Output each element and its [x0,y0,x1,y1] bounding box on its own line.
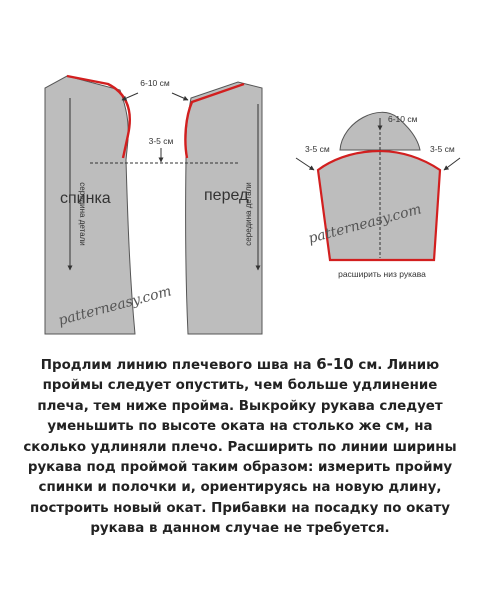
armhole-drop-label: 3-5 см [148,136,174,146]
front-piece [185,82,262,334]
sleeve-hem-note: расширить низ рукава [338,269,426,279]
sleeve-piece [296,112,460,279]
watermark-sleeve: patterneasy.com [306,201,424,247]
caption-part2: см. Линию проймы следует опустить, чем больше удлинение плеча, тем ниже пройма. Выкройку рукава следует уменьшить по высоте оката на столько же см, на сколько удлиняли плечо. Расширить по линии ширины рукава под проймой таким образом: измерить пройму спинки и полочки и, ориентируясь на новую длину, построить новый окат. Прибавки на посадку по окату рукава в данном случае не требуется. [23,358,457,537]
sleeve-cap-height-label: 6-10 см [388,114,418,124]
sleeve-left-arrow [296,158,314,170]
sleeve-right-width-label: 3-5 см [430,144,455,154]
caption [22,354,458,540]
front-piece-label: перед [204,187,249,204]
shoulder-extension-label: 6-10 см [140,78,170,88]
front-center-fold-text: середина детали [244,182,253,246]
watermark-back: patterneasy.com [56,283,174,329]
sleeve-shape [318,151,440,260]
back-center-fold-text: середина детали [78,182,87,246]
back-piece-label: спинка [60,190,111,207]
caption-highlight: 6-10 [316,355,354,373]
sleeve-left-width-label: 3-5 см [305,144,330,154]
shoulder-arrow-right [172,93,188,100]
caption-part1: Продлим линию плечевого шва на [40,358,317,373]
sleeve-right-arrow [444,158,460,170]
